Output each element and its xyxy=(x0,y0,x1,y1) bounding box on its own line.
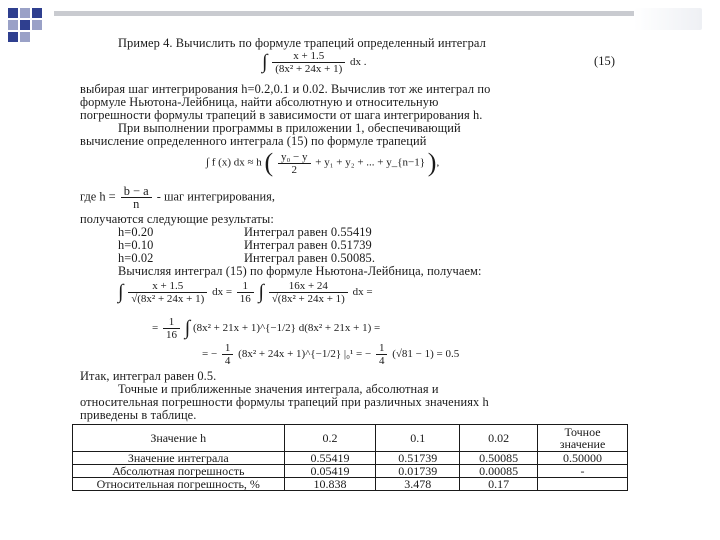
nl1-frac-b xyxy=(269,280,348,305)
results-table xyxy=(72,424,628,491)
integral-suffix: dx . xyxy=(350,56,367,69)
nl2-body: (8x² + 21x + 1)^{−1/2} d(8x² + 21x + 1) = xyxy=(192,322,381,335)
nl3-c2-num: 1 xyxy=(376,342,388,355)
nl-line-3 xyxy=(202,342,459,367)
result-h: h=0.20 xyxy=(118,225,154,239)
trapezoid-formula xyxy=(206,148,439,178)
equation-number: (15) xyxy=(594,54,616,68)
nl1-c-num: 1 xyxy=(237,280,254,293)
table-row xyxy=(73,465,628,478)
nl1-frac-a xyxy=(128,280,207,305)
result-text: Интеграл равен 0.50085. xyxy=(244,251,376,265)
table-header: 0.1 xyxy=(376,425,460,452)
nl3-c-den: 4 xyxy=(224,355,231,367)
deco-square xyxy=(32,8,42,18)
deco-square xyxy=(20,32,30,42)
nl3-frac-2 xyxy=(376,342,388,367)
intro-text: Пример 4. Вычислить по формуле трапеций определенный интеграл xyxy=(118,36,486,50)
table-cell: Относительная погрешность, % xyxy=(73,478,285,491)
table-cell: 3.478 xyxy=(376,478,460,491)
fraction-denominator: (8x² + 24x + 1) xyxy=(275,63,343,75)
conclusion-line: Точные и приближенные значения интеграла, абсолютная и xyxy=(118,382,439,396)
nl3-body: (8x² + 24x + 1)^{−1/2} |₀¹ = − xyxy=(238,348,372,361)
nl1-a-den: √(8x² + 24x + 1) xyxy=(131,293,205,305)
top-divider-bar xyxy=(54,11,659,16)
nl1-eq1: dx = xyxy=(212,286,233,299)
table-row xyxy=(73,452,628,465)
nl1-a-num: x + 1.5 xyxy=(128,280,207,293)
nl3-tail: (√81 − 1) = 0.5 xyxy=(392,348,460,361)
table-cell xyxy=(538,478,628,491)
step-num: b − a xyxy=(121,185,152,198)
deco-square xyxy=(8,32,18,42)
para1-line: погрешности формулы трапеций в зависимости от шага интегрирования h. xyxy=(80,108,483,122)
comma: , xyxy=(436,156,440,169)
table-cell: 0.51739 xyxy=(376,452,460,465)
step-fraction xyxy=(121,185,152,210)
conclusion-line: Итак, интеграл равен 0.5. xyxy=(80,369,217,383)
nl3-c2-den: 4 xyxy=(378,355,385,367)
table-cell: 0.50085 xyxy=(460,452,538,465)
integral-sign: ∫ xyxy=(262,51,268,73)
table-cell: 10.838 xyxy=(284,478,376,491)
nl2-frac xyxy=(163,316,180,341)
table-header-row xyxy=(73,425,628,452)
step-den: n xyxy=(133,197,140,211)
nl3-frac xyxy=(222,342,234,367)
nl-line-2 xyxy=(152,316,380,341)
fraction-numerator: x + 1.5 xyxy=(272,50,345,63)
nl1-b-num: 16x + 24 xyxy=(269,280,348,293)
corner-logo-fade xyxy=(634,8,702,30)
result-text: Интеграл равен 0.55419 xyxy=(244,225,372,239)
trap-frac-den: 2 xyxy=(291,163,297,176)
table-header: 0.2 xyxy=(284,425,376,452)
para1-line: При выполнении программы в приложении 1, обеспечивающий xyxy=(118,121,461,135)
table-cell: - xyxy=(538,465,628,478)
table-cell: Абсолютная погрешность xyxy=(73,465,285,478)
conclusion-line: относительная погрешности формулы трапеций при различных значениях h xyxy=(80,395,489,409)
integral-sign: ∫ xyxy=(118,281,124,303)
table-cell: Значение интеграла xyxy=(73,452,285,465)
nl2-eq: = xyxy=(152,322,159,335)
trap-tail: + y₁ + y₂ + ... + y_{n−1} xyxy=(315,156,426,169)
table-header: Точное значение xyxy=(538,425,628,452)
table-row xyxy=(73,478,628,491)
nl2-c-num: 1 xyxy=(163,316,180,329)
result-text: Интеграл равен 0.51739 xyxy=(244,238,372,252)
table-cell: 0.01739 xyxy=(376,465,460,478)
deco-square xyxy=(20,8,30,18)
step-definition xyxy=(80,185,275,210)
integral-fraction xyxy=(272,50,345,75)
para1-line: формуле Ньютона-Лейбница, найти абсолютную и относительную xyxy=(80,95,439,109)
nl3-eq: = − xyxy=(202,348,218,361)
results-intro: получаются следующие результаты: xyxy=(80,212,274,226)
nl1-b-den: √(8x² + 24x + 1) xyxy=(271,293,345,305)
nl2-c-den: 16 xyxy=(165,329,177,341)
where-prefix: где h = xyxy=(80,189,116,204)
conclusion-line: приведены в таблице. xyxy=(80,408,197,422)
table-cell: 0.00085 xyxy=(460,465,538,478)
open-paren: ( xyxy=(264,148,274,177)
newton-leibniz-intro: Вычисляя интеграл (15) по формуле Ньютона-Лейбница, получаем: xyxy=(118,264,482,278)
table-header: Значение h xyxy=(73,425,285,452)
deco-square xyxy=(20,20,30,30)
nl1-eq2: dx = xyxy=(352,286,373,299)
nl-line-1 xyxy=(118,280,373,305)
deco-square xyxy=(32,20,42,30)
integral-sign: ∫ xyxy=(258,281,265,303)
table-cell: 0.55419 xyxy=(284,452,376,465)
para1-line: вычисление определенного интеграла (15) по формуле трапеций xyxy=(80,134,427,148)
table-cell: 0.50000 xyxy=(538,452,628,465)
result-h: h=0.10 xyxy=(118,238,154,252)
integral-15 xyxy=(262,50,367,75)
nl3-c-num: 1 xyxy=(222,342,234,355)
table-cell: 0.17 xyxy=(460,478,538,491)
close-paren: ) xyxy=(427,148,437,177)
where-suffix: - шаг интегрирования, xyxy=(156,189,275,204)
table-header: 0.02 xyxy=(460,425,538,452)
integral-sign: ∫ xyxy=(184,317,191,339)
nl1-frac-c xyxy=(237,280,254,305)
trap-fraction xyxy=(278,151,311,176)
deco-square xyxy=(8,20,18,30)
para1-line: выбирая шаг интегрирования h=0.2,0.1 и 0.02. Вычислив тот же интеграл по xyxy=(80,82,491,96)
table-cell: 0.05419 xyxy=(284,465,376,478)
trap-frac-num: y₀ − y xyxy=(278,151,311,164)
trap-lhs: ∫ f (x) dx ≈ h xyxy=(206,156,262,169)
result-h: h=0.02 xyxy=(118,251,154,265)
nl1-c-den: 16 xyxy=(239,293,251,305)
deco-square xyxy=(8,8,18,18)
